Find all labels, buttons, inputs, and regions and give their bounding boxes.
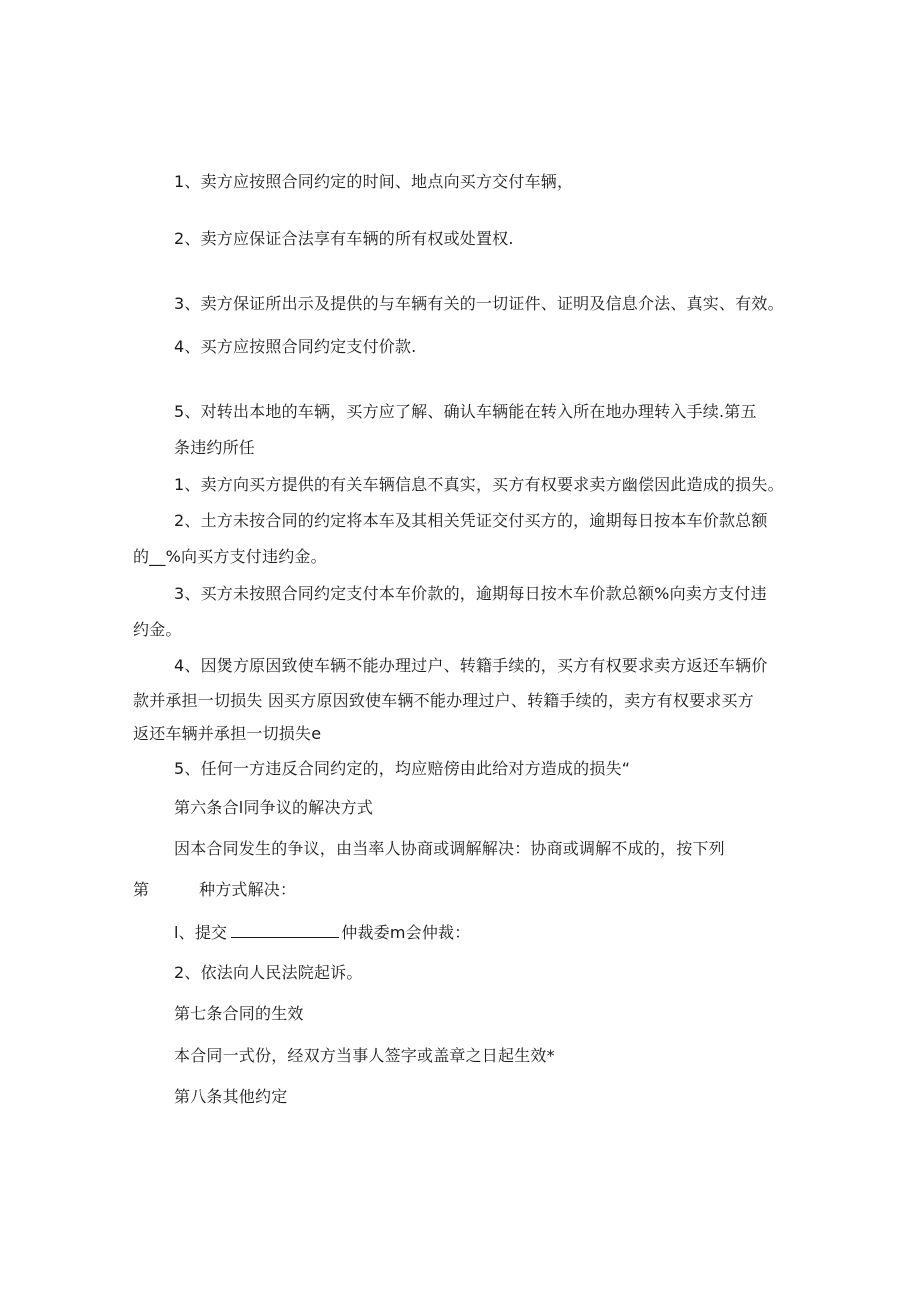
breach-buyer-late: 3、买方未按照合同约定支付本车价款的，逾期每日按木车价款总额%向卖方支付违 bbox=[174, 584, 767, 603]
breach-transfer-failure-cont: 款并承担一切损失 因买方原因致使车辆不能办理过户、转籍手续的，卖方有权要求买方 bbox=[133, 691, 754, 710]
dispute-paragraph: 因本合同发生的争议，由当率人协商或调解解决：协商或调解不成的，按下列 bbox=[174, 839, 725, 858]
clause-seller-deliver: 1、卖方应按照合同约定的时间、地点向买方交付车辆， bbox=[174, 172, 574, 191]
arbitration-blank-line bbox=[231, 922, 339, 938]
clause-seller-documents: 3、卖方保证所出示及提供的与车辆有关的一切证件、证明及信息介法、真实、有效。 bbox=[174, 294, 784, 313]
breach-any-party: 5、任何一方违反合同约定的，均应赔傍由此给对方造成的损失“ bbox=[174, 759, 631, 778]
effect-paragraph: 本合同一式份，经双方当事人签字或盖章之日起生效* bbox=[174, 1046, 555, 1065]
heading-article-8: 第八条其他约定 bbox=[174, 1087, 288, 1106]
breach-transfer-failure: 4、因煲方原因致使车辆不能办理过户、转籍手续的，买方有权要求卖方返还车辆价 bbox=[174, 656, 768, 675]
breach-seller-late: 2、土方未按合同的约定将本车及其相关凭证交付买方的，逾期每日按本车价款总额 bbox=[174, 511, 768, 530]
dispute-option-arbitration bbox=[174, 922, 470, 943]
arbitration-suffix: 仲裁委m会仲裁： bbox=[341, 923, 471, 942]
breach-seller-late-cont: 的__%向买方支付违约金。 bbox=[133, 547, 327, 566]
heading-article-7: 第七条合同的生效 bbox=[174, 1004, 304, 1023]
arbitration-prefix: l、提交 bbox=[174, 923, 228, 942]
clause-seller-ownership: 2、卖方应保证合法享有车辆的所有权或处置权. bbox=[174, 229, 514, 248]
dispute-option-court: 2、依法向人民法院起诉。 bbox=[174, 963, 363, 982]
breach-buyer-late-cont: 约金。 bbox=[133, 620, 182, 639]
clause-transfer-out: 5、对转出本地的车辆，买方应了解、确认车辆能在转入所在地办理转入手续.第五 bbox=[174, 402, 757, 421]
breach-false-info: 1、卖方向买方提供的有关车辆信息不真实，买方有权要求卖方幽偿因此造成的损失。 bbox=[174, 475, 784, 494]
breach-transfer-failure-end: 返还车辆并承担一切损失e bbox=[133, 724, 322, 743]
clause-buyer-payment: 4、买方应按照合同约定支付价款. bbox=[174, 337, 417, 356]
heading-article-5: 条违约所任 bbox=[174, 438, 256, 457]
dispute-option-number-label: 第 bbox=[133, 880, 150, 899]
heading-article-6: 第六条合l同争议的解决方式 bbox=[174, 798, 374, 817]
dispute-option-method: 种方式解决： bbox=[199, 880, 297, 899]
